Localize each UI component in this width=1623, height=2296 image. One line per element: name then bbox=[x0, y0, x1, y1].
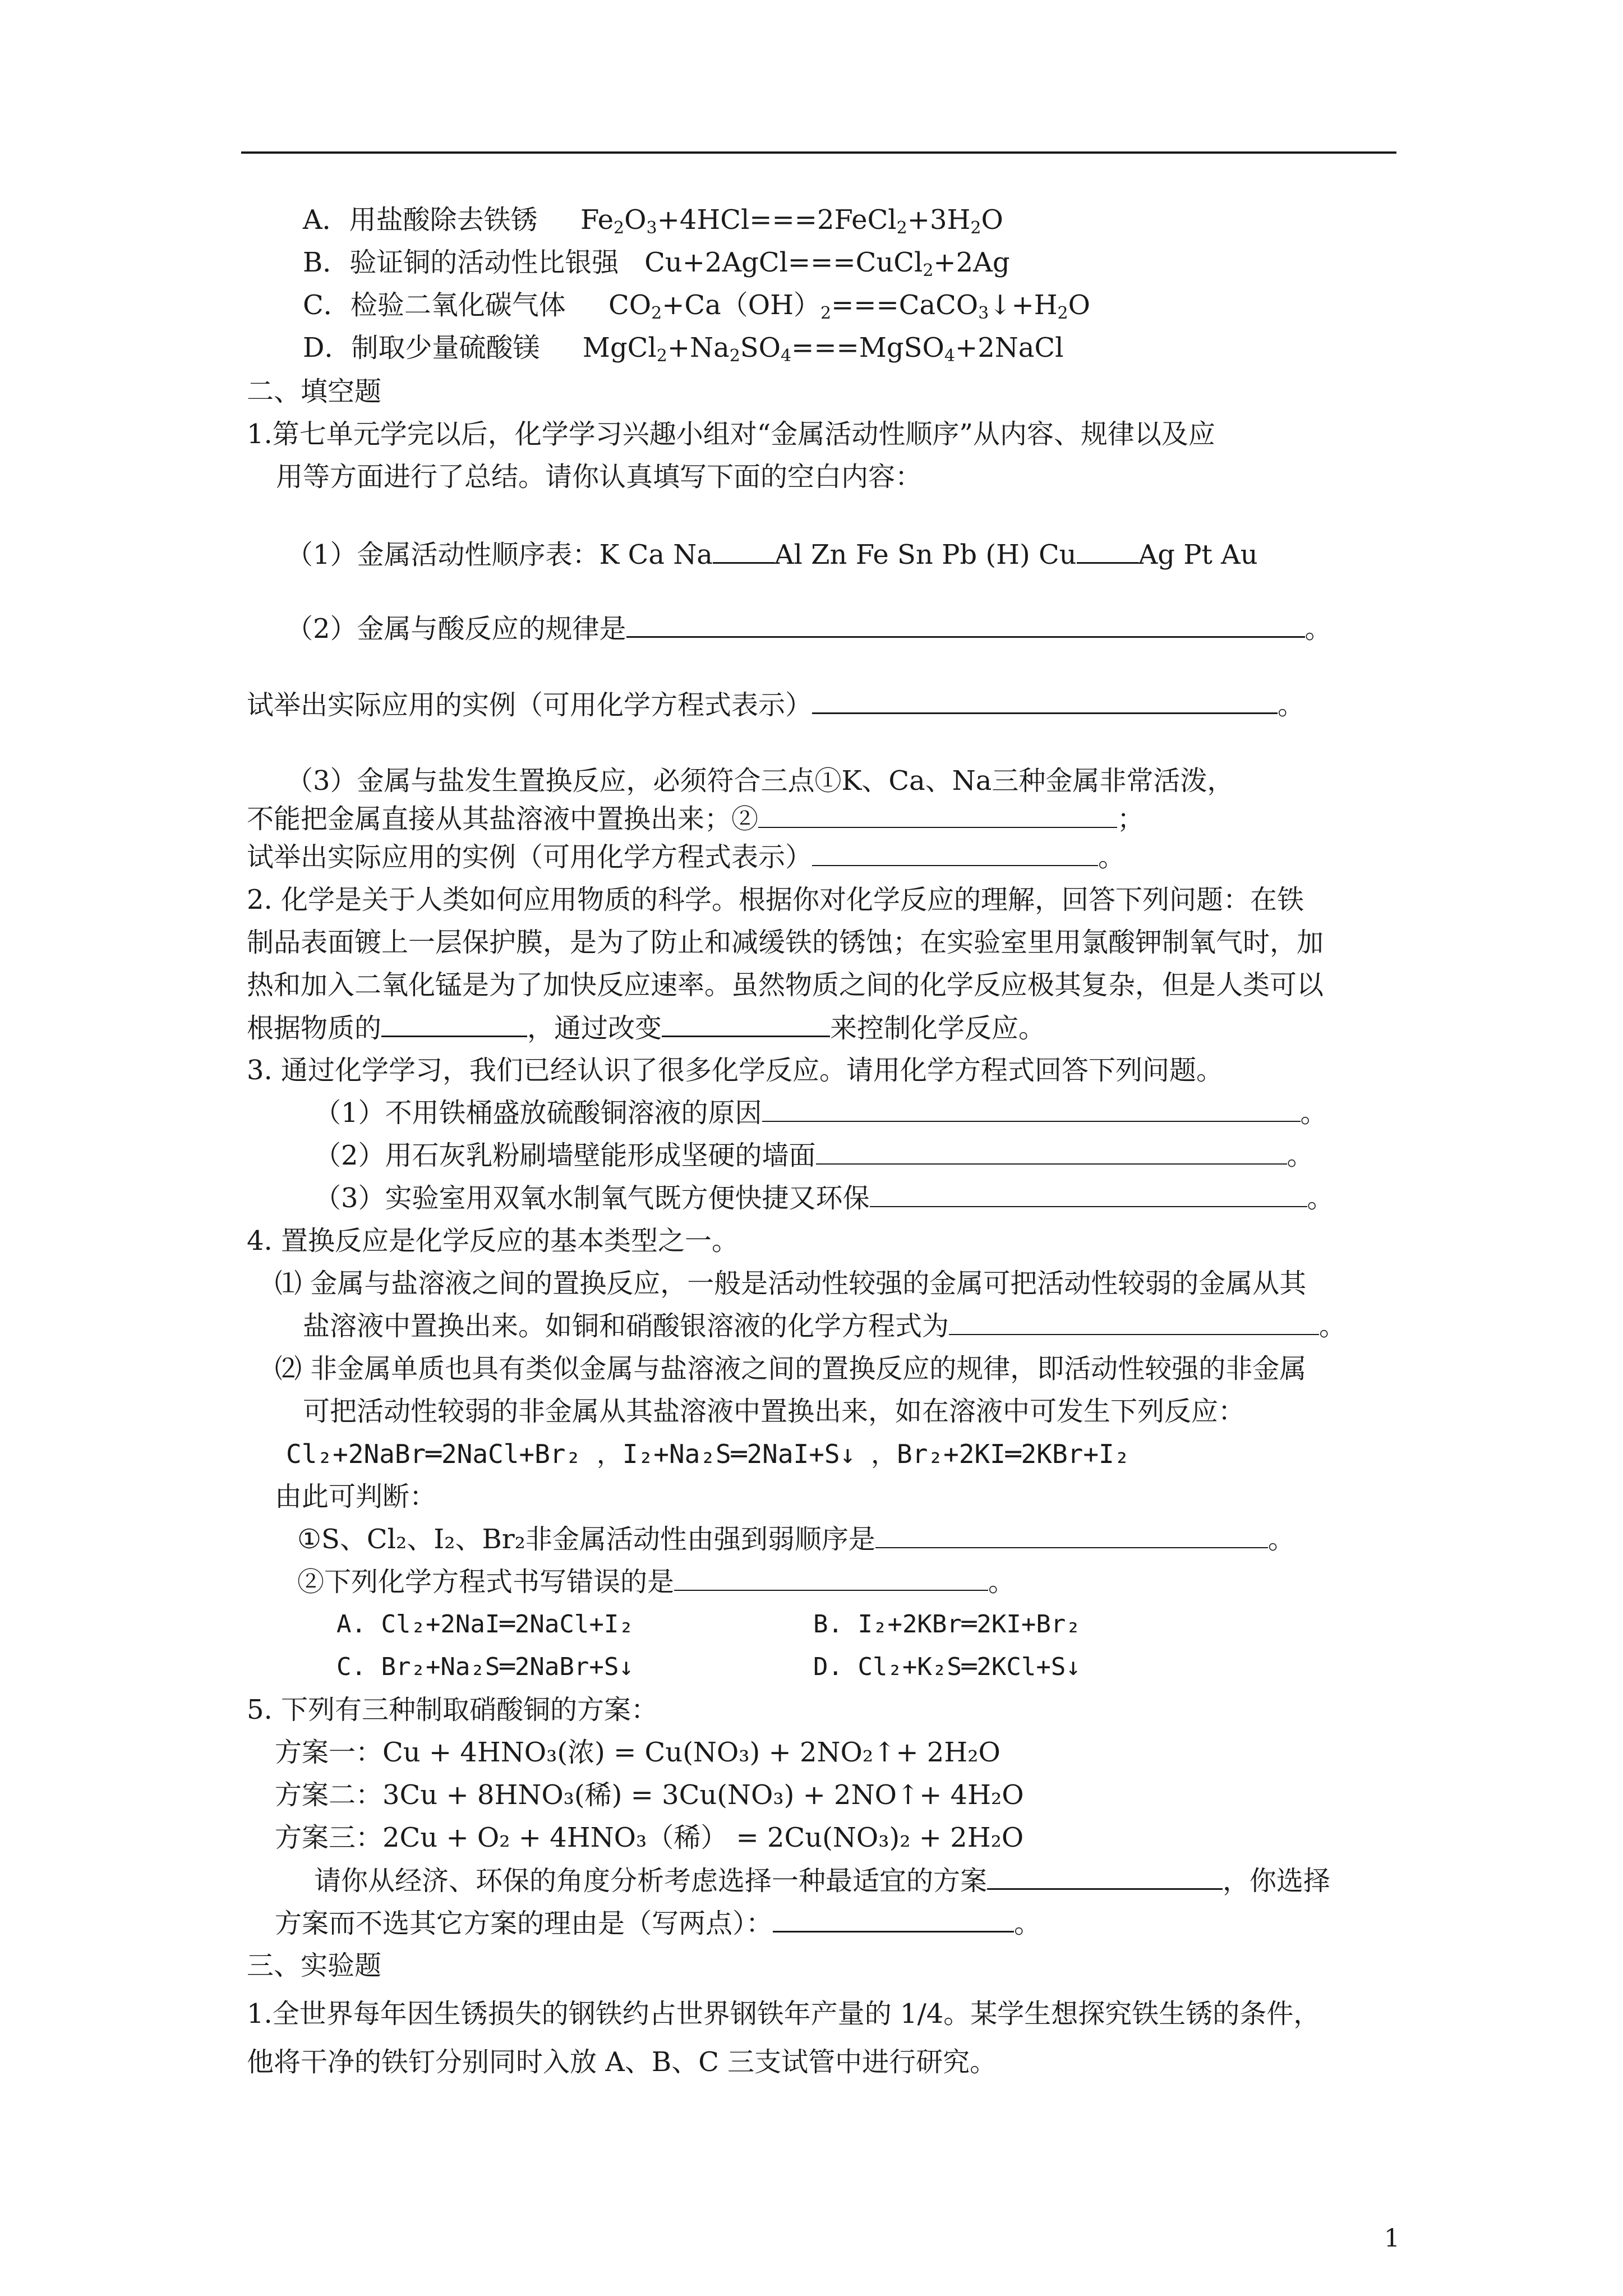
blank[interactable] bbox=[1077, 537, 1138, 564]
q5-ask-2: 方案而不选其它方案的理由是（写两点）： 。 bbox=[275, 1906, 1041, 1940]
q5-stem: 5. 下列有三种制取硝酸铜的方案： bbox=[247, 1694, 658, 1726]
q1-example-2: 试举出实际应用的实例（可用化学方程式表示） 。 bbox=[247, 841, 1126, 873]
section-title-experiment: 三、实验题 bbox=[247, 1950, 382, 1981]
q1-part3-a: （3）金属与盐发生置换反应，必须符合三点①K、Ca、Na三种金属非常活泼， bbox=[286, 765, 1234, 797]
q4-part2-b: 可把活动性较弱的非金属从其盐溶液中置换出来，如在溶液中可发生下列反应： bbox=[303, 1396, 1246, 1427]
q1-intro-2: 用等方面进行了总结。请你认真填写下面的空白内容： bbox=[276, 461, 923, 493]
q4-part2-a: ⑵ 非金属单质也具有类似金属与盐溶液之间的置换反应的规律，即活动性较强的非金属 bbox=[275, 1353, 1307, 1384]
q1-intro-1: 1.第七单元学完以后，化学学习兴趣小组对“金属活动性顺序”从内容、规律以及应 bbox=[247, 418, 1215, 450]
header-rule bbox=[241, 151, 1396, 154]
q4-part1-a: ⑴ 金属与盐溶液之间的置换反应，一般是活动性较强的金属可把活动性较弱的金属从其 bbox=[275, 1268, 1307, 1299]
q5-scheme-3: 方案三：2Cu + O₂ + 4HNO₃（稀） = 2Cu(NO₃)₂ + 2H₂O bbox=[275, 1822, 1024, 1853]
q5-scheme-1: 方案一：Cu + 4HNO₃(浓) = Cu(NO₃) + 2NO₂↑+ 2H₂O bbox=[275, 1737, 1000, 1768]
option-b: B．验证铜的活动性比银强 Cu+2AgCl===CuCl$_2$+2Ag bbox=[303, 247, 1010, 280]
blank[interactable] bbox=[949, 1309, 1319, 1335]
blank[interactable] bbox=[812, 688, 1278, 714]
page-number: 1 bbox=[1384, 2224, 1400, 2253]
blank[interactable] bbox=[381, 1011, 527, 1037]
q5-scheme-2: 方案二：3Cu + 8HNO₃(稀) = 3Cu(NO₃) + 2NO↑+ 4H₂O bbox=[275, 1779, 1024, 1811]
q3-part1: （1）不用铁桶盛放硫酸铜溶液的原因 。 bbox=[314, 1097, 1327, 1129]
blank[interactable] bbox=[762, 1096, 1301, 1122]
q1-part3-b: 不能把金属直接从其盐溶液中置换出来；② ； bbox=[247, 803, 1145, 835]
q4-reactions: Cl₂+2NaBr═2NaCl+Br₂ ，I₂+Na₂S═2NaI+S↓ ，Br₂+2KI═2KBr+I₂ bbox=[286, 1439, 1130, 1469]
blank[interactable] bbox=[870, 1181, 1307, 1207]
q1-part2: （2）金属与酸反应的规律是 。 bbox=[286, 611, 1332, 646]
q4-stem: 4. 置换反应是化学反应的基本类型之一。 bbox=[247, 1225, 739, 1257]
option-a: A．用盐酸除去铁锈 $Fe_2O_3+4HCl===2FeCl_2+3H_2O$ bbox=[303, 204, 1003, 238]
blank[interactable] bbox=[816, 1139, 1287, 1165]
q4-sub1: ①S、Cl₂、I₂、Br₂非金属活动性由强到弱顺序是 。 bbox=[297, 1524, 1295, 1555]
blank[interactable] bbox=[662, 1011, 830, 1037]
q1-part1: （1）金属活动性顺序表：K Ca Na Al Zn Fe Sn Pb (H) Cu Ag Pt Au bbox=[286, 537, 1258, 572]
q4-option-c: C. Br₂+Na₂S═2NaBr+S↓ bbox=[336, 1653, 634, 1681]
blank[interactable] bbox=[674, 1565, 988, 1591]
q4-option-d: D. Cl₂+K₂S═2KCl+S↓ bbox=[813, 1653, 1081, 1681]
q3-part2: （2）用石灰乳粉刷墙壁能形成坚硬的墙面 。 bbox=[314, 1140, 1314, 1171]
option-d: D．制取少量硫酸镁 $MgCl_2+Na_2SO_4===MgSO_4+2NaCl$ bbox=[303, 332, 1064, 366]
blank[interactable] bbox=[875, 1522, 1268, 1548]
q4-part1-b: 盐溶液中置换出来。如铜和硝酸银溶液的化学方程式为 。 bbox=[303, 1310, 1347, 1342]
q1-example-1: 试举出实际应用的实例（可用化学方程式表示） 。 bbox=[247, 688, 1304, 722]
option-c: C．检验二氧化碳气体 $CO_2+Ca(OH)_2===CaCO_3↓+H_2O$ bbox=[303, 289, 1090, 323]
q2-line-4: 根据物质的 ，通过改变 来控制化学反应。 bbox=[247, 1011, 1045, 1045]
q2-line-1: 2. 化学是关于人类如何应用物质的科学。根据你对化学反应的理解，回答下列问题：在铁 bbox=[247, 884, 1304, 915]
q3-part3: （3）实验室用双氧水制氧气既方便快捷又环保 。 bbox=[314, 1182, 1334, 1214]
q5-ask-1: 请你从经济、环保的角度分析考虑选择一种最适宜的方案 ，你选择 bbox=[314, 1864, 1330, 1898]
q3-stem: 3. 通过化学学习，我们已经认识了很多化学反应。请用化学方程式回答下列问题。 bbox=[247, 1055, 1224, 1086]
q4-option-a: A. Cl₂+2NaI═2NaCl+I₂ bbox=[336, 1610, 634, 1639]
blank[interactable] bbox=[773, 1906, 1014, 1932]
blank[interactable] bbox=[758, 802, 1117, 828]
blank[interactable] bbox=[713, 537, 774, 564]
e1-line-1: 1.全世界每年因生锈损失的钢铁约占世界钢铁年产量的 1/4。某学生想探究铁生锈的条件， bbox=[247, 1998, 1321, 2030]
section-title-fill: 二、填空题 bbox=[247, 376, 382, 407]
q4-option-b: B. I₂+2KBr═2KI+Br₂ bbox=[813, 1610, 1081, 1639]
q2-line-3: 热和加入二氧化锰是为了加快反应速率。虽然物质之间的化学反应极其复杂，但是人类可以 bbox=[247, 969, 1324, 1001]
blank[interactable] bbox=[626, 611, 1305, 638]
blank[interactable] bbox=[987, 1864, 1223, 1890]
q4-judge: 由此可判断： bbox=[275, 1481, 437, 1512]
q4-sub2: ②下列化学方程式书写错误的是 。 bbox=[297, 1566, 1016, 1598]
q2-line-2: 制品表面镀上一层保护膜，是为了防止和减缓铁的锈蚀；在实验室里用氯酸钾制氧气时，加 bbox=[247, 927, 1324, 958]
blank[interactable] bbox=[812, 840, 1098, 866]
e1-line-2: 他将干净的铁钉分别同时入放 A、B、C 三支试管中进行研究。 bbox=[247, 2046, 997, 2078]
